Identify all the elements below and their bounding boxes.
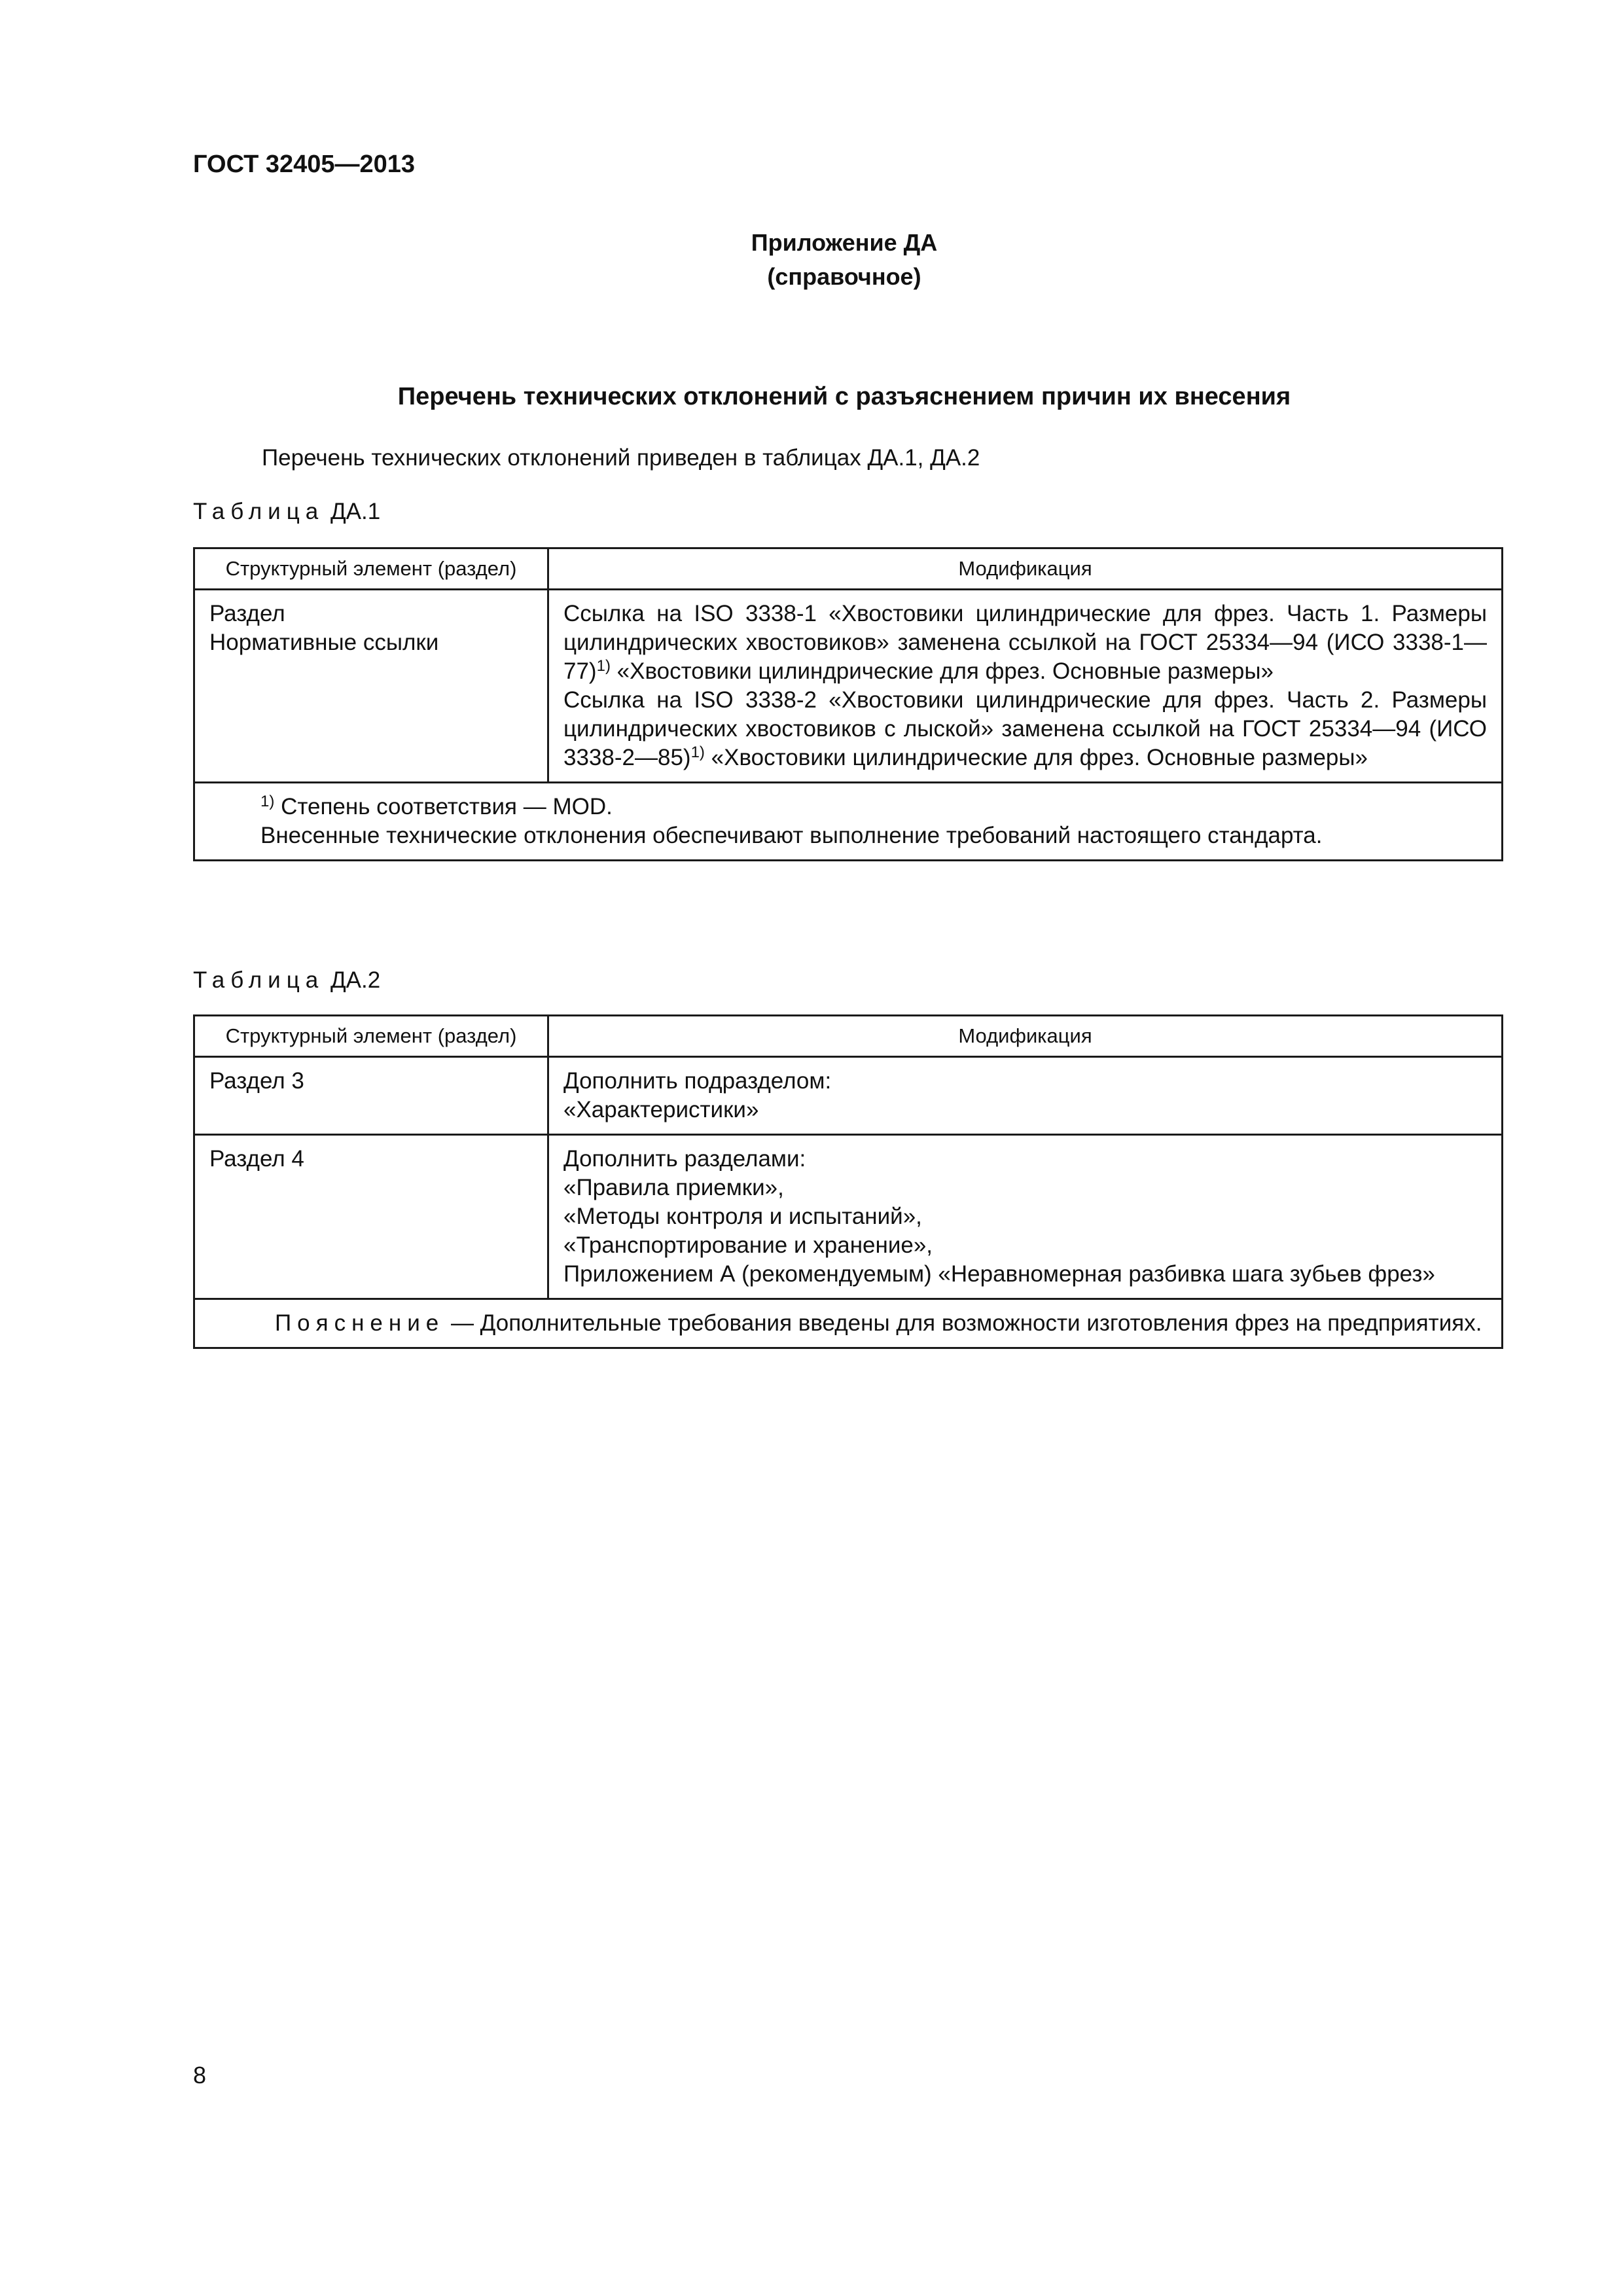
appendix-heading xyxy=(0,226,1623,294)
table2-caption-number: ДА.2 xyxy=(330,967,381,993)
table-note-row xyxy=(194,1299,1503,1348)
document-id: ГОСТ 32405—2013 xyxy=(193,151,416,178)
table2-caption-label: Таблица xyxy=(193,967,325,993)
modification-text: Ссылка на ISO 3338-1 «Хвостовики цилиндрические для фрез. Часть 1. Размеры цилиндрических хвостовиков» заменена ссылкой на ГОСТ 25334—94 (ИСО 3338-1—77) xyxy=(563,601,1487,684)
modification-text: «Хвостовики цилиндрические для фрез. Основные размеры» xyxy=(704,745,1368,770)
table-header-row xyxy=(194,548,1503,590)
modification-line: Дополнить разделами: xyxy=(563,1146,806,1172)
table2-section-cell: Раздел 4 xyxy=(194,1135,548,1299)
table2-modification-cell xyxy=(548,1057,1503,1135)
footnote-line-1 xyxy=(260,793,1487,821)
table-row xyxy=(194,590,1503,783)
modification-paragraph-2 xyxy=(563,686,1487,772)
footnote-line-2: Внесенные технические отклонения обеспечивают выполнение требований настоящего стандарта. xyxy=(260,823,1323,848)
table2-modification-cell xyxy=(548,1135,1503,1299)
table1-caption xyxy=(193,499,380,525)
footnote-text: Степень соответствия — MOD. xyxy=(274,794,613,819)
table1-footnote xyxy=(194,783,1503,861)
modification-line: Дополнить подразделом: xyxy=(563,1068,832,1094)
table2-note xyxy=(194,1299,1503,1348)
table1-col1-header: Структурный элемент (раздел) xyxy=(194,548,548,590)
table1-caption-number: ДА.1 xyxy=(330,499,381,524)
page-number: 8 xyxy=(193,2062,207,2089)
footnote-ref: 1) xyxy=(690,744,705,761)
table1-section-cell xyxy=(194,590,548,783)
intro-paragraph: Перечень технических отклонений приведен в таблицах ДА.1, ДА.2 xyxy=(262,445,980,471)
table-header-row xyxy=(194,1016,1503,1057)
modification-text: «Хвостовики цилиндрические для фрез. Основные размеры» xyxy=(610,658,1274,684)
table-footnote-row xyxy=(194,783,1503,861)
modification-line: «Транспортирование и хранение», xyxy=(563,1232,933,1258)
section-title: Перечень технических отклонений с разъяснением причин их внесения xyxy=(397,383,1291,410)
modification-text: Ссылка на ISO 3338-2 «Хвостовики цилиндрические для фрез. Часть 2. Размеры цилиндрических хвостовиков с лыской» заменена ссылкой на ГОСТ 25334—94 (ИСО 3338-2—85) xyxy=(563,687,1487,770)
section-label: Раздел xyxy=(209,601,285,626)
section-name: Нормативные ссылки xyxy=(209,630,439,655)
table2-col2-header: Модификация xyxy=(548,1016,1503,1057)
modification-line: «Характеристики» xyxy=(563,1097,759,1122)
modification-paragraph-1 xyxy=(563,600,1487,686)
table1-col2-header: Модификация xyxy=(548,548,1503,590)
table-da2 xyxy=(193,1014,1503,1349)
footnote-mark: 1) xyxy=(260,793,275,810)
table2-col1-header: Структурный элемент (раздел) xyxy=(194,1016,548,1057)
table1-caption-label: Таблица xyxy=(193,499,325,524)
modification-line: «Методы контроля и испытаний», xyxy=(563,1204,922,1229)
modification-line: Приложением А (рекомендуемым) «Неравномерная разбивка шага зубьев фрез» xyxy=(563,1261,1435,1287)
table2-section-cell: Раздел 3 xyxy=(194,1057,548,1135)
appendix-title: Приложение ДА xyxy=(751,229,938,256)
footnote-ref: 1) xyxy=(596,657,611,675)
table-da1 xyxy=(193,547,1503,861)
appendix-subtitle: (справочное) xyxy=(767,263,921,290)
table1-modification-cell xyxy=(548,590,1503,783)
table-row xyxy=(194,1135,1503,1299)
modification-line: «Правила приемки», xyxy=(563,1175,784,1200)
table-row xyxy=(194,1057,1503,1135)
note-text: — Дополнительные требования введены для возможности изготовления фрез на предприятиях. xyxy=(444,1310,1482,1336)
note-label: Пояснение xyxy=(275,1310,445,1336)
table2-caption xyxy=(193,967,380,994)
